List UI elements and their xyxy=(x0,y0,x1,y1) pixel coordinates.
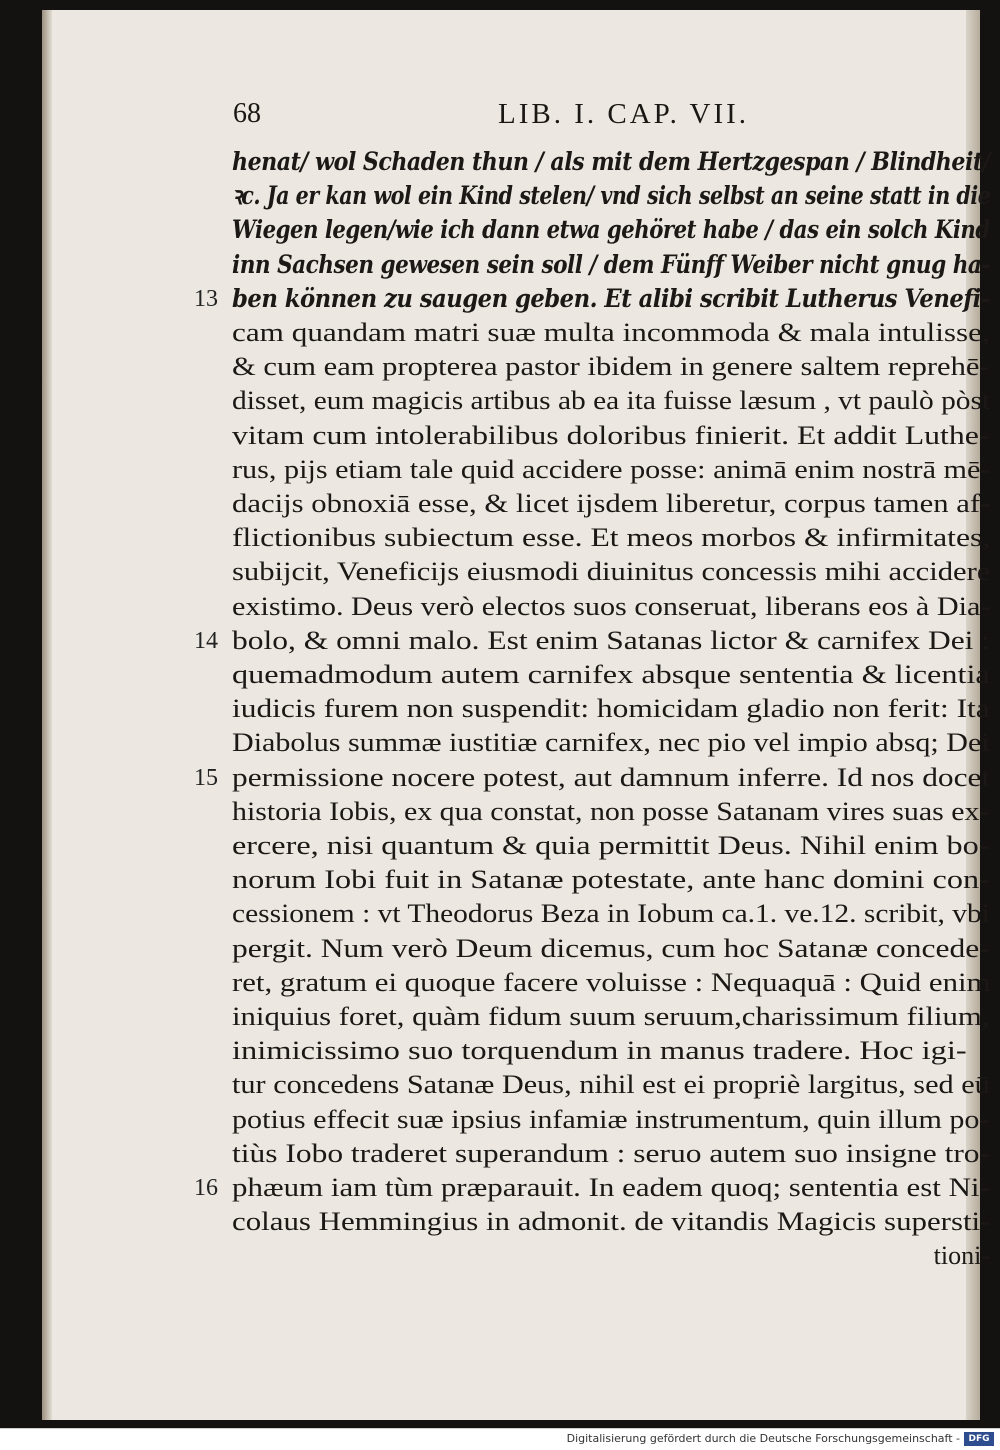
line-text: inimicissimo suo torquendum in manus tradere. Hoc igi- xyxy=(232,1036,967,1066)
page-gutter xyxy=(42,10,52,1420)
text-line xyxy=(232,659,990,691)
text-line xyxy=(232,385,990,417)
text-line xyxy=(232,967,990,999)
text-line xyxy=(232,727,990,759)
text-line xyxy=(194,283,990,315)
text-line xyxy=(232,898,990,930)
text-line xyxy=(232,317,990,349)
line-text: ꝛc. Ja er kan wol ein Kind stelen/ vnd sich selbst an seine statt in die xyxy=(232,181,991,211)
text-line xyxy=(232,454,990,486)
line-text: norum Iobi fuit in Satanæ potestate, ante hanc domini con- xyxy=(232,865,990,895)
line-text: pergit. Num verò Deum dicemus, cum hoc Satanæ concede- xyxy=(232,933,990,963)
line-text: rus, pijs etiam tale quid accidere posse: animā enim nostrā mē- xyxy=(232,454,991,484)
text-line xyxy=(232,420,990,452)
line-text: henat/ wol Schaden thun / als mit dem Hertzgespan / Blindheit/ xyxy=(232,147,991,176)
line-text: tiùs Iobo traderet superandum : seruo autem suo insigne tro- xyxy=(232,1138,991,1168)
text-line xyxy=(232,1104,990,1136)
line-text: ret, gratum ei quoque facere voluisse : Nequaquā : Quid enim xyxy=(232,967,991,997)
book-page xyxy=(42,10,991,1420)
text-line xyxy=(232,796,990,828)
text-line xyxy=(232,830,990,862)
dfg-logo: DFG xyxy=(964,1432,994,1446)
margin-section-number: 14 xyxy=(194,627,218,654)
running-title: LIB. I. CAP. VII. xyxy=(498,98,750,130)
text-line xyxy=(232,214,990,246)
line-text: Diabolus summæ iustitiæ carnifex, nec pio vel impio absq; Dei xyxy=(232,728,990,758)
line-text: tioni- xyxy=(933,1241,990,1271)
text-line xyxy=(232,1001,990,1033)
line-text: phæum iam tùm præparauit. In eadem quoq; sententia est Ni- xyxy=(232,1173,990,1202)
page-header xyxy=(42,98,980,138)
text-line xyxy=(194,762,991,794)
text-line xyxy=(194,625,991,657)
line-text: historia Iobis, ex qua constat, non posse Satanam vires suas ex- xyxy=(232,796,990,826)
text-line xyxy=(232,556,990,588)
line-text: subijcit, Veneficijs eiusmodi diuinitus concessis mihi accidere xyxy=(232,557,991,587)
line-text: permissione nocere potest, aut damnum inferre. Id nos docet xyxy=(232,762,991,792)
line-text: iniquius foret, quàm fidum suum seruum,charissimum filium, xyxy=(232,1002,990,1031)
line-text: colaus Hemmingius in admonit. de vitandis Magicis supersti- xyxy=(232,1207,991,1237)
text-line xyxy=(232,522,990,554)
text-line xyxy=(232,488,990,520)
text-line xyxy=(232,693,990,725)
digitization-note: Digitalisierung gefördert durch die Deutsche Forschungsgemeinschaft - xyxy=(566,1432,960,1445)
text-line xyxy=(232,864,990,896)
margin-section-number: 13 xyxy=(194,285,218,312)
line-text: bolo, & omni malo. Est enim Satanas lictor & carnifex Dei : xyxy=(232,625,991,655)
line-text: vitam cum intolerabilibus doloribus finierit. Et addit Luthe- xyxy=(232,420,990,450)
line-text: Wiegen legen/wie ich dann etwa gehöret habe / das ein solch Kind xyxy=(232,215,990,245)
text-line xyxy=(232,1138,990,1170)
margin-section-number: 16 xyxy=(194,1175,218,1201)
line-text: cam quandam matri suæ multa incommoda & mala intulisse, xyxy=(232,318,990,347)
text-line xyxy=(232,1206,990,1238)
line-text: potius effecit suæ ipsius infamiæ instrumentum, quin illum po- xyxy=(232,1104,990,1134)
line-text: dacijs obnoxiā esse, & licet ijsdem liberetur, corpus tamen af- xyxy=(232,489,991,518)
line-text: disset, eum magicis artibus ab ea ita fuisse læsum , vt paulò pòst xyxy=(232,386,991,416)
line-text: tur concedens Satanæ Deus, nihil est ei propriè largitus, sed eū xyxy=(232,1070,990,1100)
text-line xyxy=(232,351,990,383)
line-text: iudicis furem non suspendit: homicidam gladio non ferit: Ita xyxy=(232,694,990,724)
line-text: ercere, nisi quantum & quia permittit Deus. Nihil enim bo- xyxy=(232,831,990,860)
text-line xyxy=(232,1240,990,1272)
line-text: & cum eam propterea pastor ibidem in genere saltem reprehē- xyxy=(232,352,990,382)
text-line xyxy=(232,1069,990,1101)
text-line xyxy=(232,180,990,212)
line-text: inn Sachsen gewesen sein soll / dem Fünff Weiber nicht gnug ha- xyxy=(232,249,990,279)
line-text: ben können zu saugen geben. Et alibi scribit Lutherus Venefi- xyxy=(232,283,990,313)
viewer-footer xyxy=(0,1428,1000,1450)
line-text: existimo. Deus verò electos suos conseruat, liberans eos à Dia- xyxy=(232,591,991,621)
line-text: flictionibus subiectum esse. Et meos morbos & infirmitates, xyxy=(232,523,991,553)
page-number: 68 xyxy=(233,98,261,129)
text-line xyxy=(232,146,990,178)
text-line xyxy=(194,1172,990,1204)
line-text: cessionem : vt Theodorus Beza in Iobum ca.1. ve.12. scribit, vbi xyxy=(232,899,990,929)
text-line xyxy=(232,591,990,623)
text-line xyxy=(232,933,990,965)
line-text: quemadmodum autem carnifex absque sententia & licentia xyxy=(232,660,990,689)
text-line xyxy=(232,1035,990,1067)
text-line xyxy=(232,249,990,281)
margin-section-number: 15 xyxy=(194,764,218,791)
